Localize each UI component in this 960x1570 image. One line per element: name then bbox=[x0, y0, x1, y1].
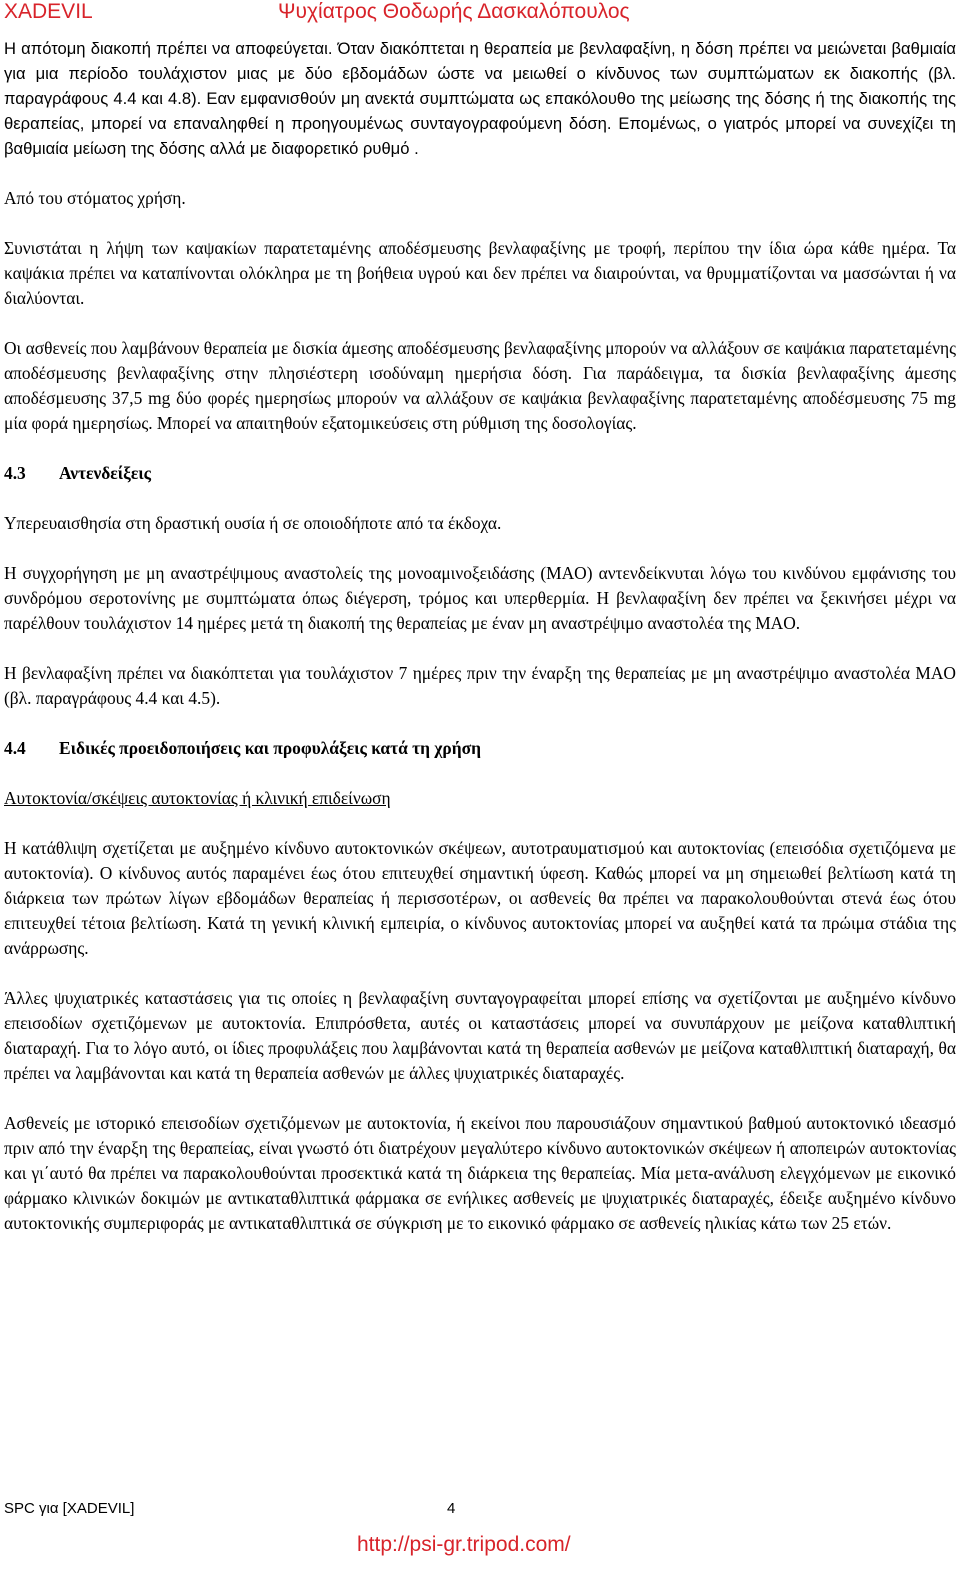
footer-document-label: SPC για [XADEVIL] bbox=[4, 1500, 135, 1517]
paragraph-hypersensitivity: Υπερευαισθησία στη δραστική ουσία ή σε οποιοδήποτε από τα έκδοχα. bbox=[4, 513, 502, 533]
page-header bbox=[0, 0, 960, 30]
paragraph-capsule-intake: Συνιστάται η λήψη των καψακίων παρατεταμένης αποδέσμευσης βενλαφαξίνης με τροφή, περίπου την ίδια ώρα κάθε ημέρα. Τα καψάκια πρέπει να καταπίνονται ολόκληρα με τη βοήθεια υγρού και δεν πρέπει να διαιρούνται, να θρυμματίζονται να μασσώνται ή να διαλύονται. bbox=[4, 238, 956, 308]
section-title: Ειδικές προειδοποιήσεις και προφυλάξεις κατά τη χρήση bbox=[59, 738, 481, 758]
section-heading-4-4 bbox=[4, 736, 956, 761]
document-body bbox=[4, 36, 956, 1261]
paragraph-mao-coadministration: Η συγχορήγηση με μη αναστρέψιμους αναστολείς της μονοαμινοξειδάσης (MAO) αντενδείκνυται λόγω του κινδύνου εμφάνισης του συνδρόμου σεροτονίνης με συμπτώματα όπως διέγερση, τρόμος και υπερθερμία. Η βενλαφαξίνη δεν πρέπει να ξεκινήσει μέχρι να παρέλθουν τουλάχιστον 14 ημέρες μετά τη διακοπή της θεραπείας με έναν μη αναστρέψιμο αναστολέα της MAO. bbox=[4, 563, 956, 633]
subsection-heading-suicide: Αυτοκτονία/σκέψεις αυτοκτονίας ή κλινική επιδείνωση bbox=[4, 788, 391, 808]
section-heading-4-3 bbox=[4, 461, 956, 486]
header-product-name: XADEVIL bbox=[4, 0, 93, 23]
section-number: 4.3 bbox=[4, 463, 26, 483]
footer-url-link[interactable]: http://psi-gr.tripod.com/ bbox=[357, 1533, 571, 1556]
paragraph-discontinuation: Η απότομη διακοπή πρέπει να αποφεύγεται. Όταν διακόπτεται η θεραπεία με βενλαφαξίνη, η δόση πρέπει να μειώνεται βαθμιαία για μια περίοδο τουλάχιστον μιας με δύο εβδομάδων ώστε να μειωθεί ο κίνδυνος των συμπτώματων εκ διακοπής (βλ. παραγράφους 4.4 και 4.8). Εαν εμφανισθούν μη ανεκτά συμπτώματα ως επακόλουθο της μείωσης της δόσης ή της διακοπής της θεραπείας, μπορεί να επαναληφθεί η προηγουμένως συνταγογραφούμενη δόση. Επομένως, ο γιατρός μπορεί να συνεχίζει τη βαθμιαία μείωση της δόσης αλλά με διαφορετικό ρυθμό . bbox=[4, 39, 956, 158]
paragraph-history-risk: Ασθενείς με ιστορικό επεισοδίων σχετιζόμενων με αυτοκτονία, ή εκείνοι που παρουσιάζουν σημαντικού βαθμού αυτοκτονικό ιδεασμό πριν από την έναρξη της θεραπείας, είναι γνωστό ότι διατρέχουν μεγαλύτερο κίνδυνο αυτοκτονικών σκέψεων ή αποπειρών αυτοκτονίας και γι΄αυτό θα πρέπει να παρακολουθούνται προσεκτικά κατά τη διάρκεια της θεραπείας. Μία μετα-ανάλυση ελεγχόμενων με εικονικό φάρμακο κλινικών δοκιμών με αντικαταθλιπτικά φάρμακα σε ενήλικες ασθενείς με ψυχιατρικές διαταραχές, έδειξε αυξημένο κίνδυνο αυτοκτονικής συμπεριφοράς με αντικαταθλιπτικά σε σύγκριση με το εικονικό φάρμακο σε ασθενείς ηλικίας κάτω των 25 ετών. bbox=[4, 1113, 956, 1233]
paragraph-other-conditions: Άλλες ψυχιατρικές καταστάσεις για τις οποίες η βενλαφαξίνη συνταγογραφείται μπορεί επίσης να σχετίζονται με αυξημένο κίνδυνο επεισοδίων σχετιζόμενων με αυτοκτονία. Επιπρόσθετα, αυτές οι καταστάσεις μπορεί να συνυπάρχουν με μείζονα καταθλιπτική διαταραχή. Για το λόγο αυτό, οι ίδιες προφυλάξεις που λαμβάνονται κατά τη θεραπεία ασθενών με μείζονα καταθλιπτική διαταραχή, θα πρέπει να λαμβάνονται και κατά τη θεραπεία ασθενών με άλλες ψυχιατρικές διαταραχές. bbox=[4, 988, 956, 1083]
paragraph-depression-risk: Η κατάθλιψη σχετίζεται με αυξημένο κίνδυνο αυτοκτονικών σκέψεων, αυτοτραυματισμού και αυτοκτονίας (επεισόδια σχετιζόμενα με αυτοκτονία). Ο κίνδυνος αυτός παραμένει έως ότου επιτευχθεί σημαντική ύφεση. Καθώς μπορεί να μη σημειωθεί βελτίωση κατά τη διάρκεια των πρώτων λίγων εβδομάδων θεραπείας ή περισσοτέρων, οι ασθενείς θα πρέπει να παρακολουθούνται στενά έως ότου επιτευχθεί τέτοια βελτίωση. Κατά τη γενική κλινική εμπειρία, ο κίνδυνος αυτοκτονίας μπορεί να αυξηθεί κατά τα πρώιμα στάδια της ανάρρωσης. bbox=[4, 838, 956, 958]
section-title: Αντενδείξεις bbox=[59, 463, 152, 483]
paragraph-switching: Οι ασθενείς που λαμβάνουν θεραπεία με δισκία άμεσης αποδέσμευσης βενλαφαξίνης μπορούν να αλλάξουν σε καψάκια παρατεταμένης αποδέσμευσης βενλαφαξίνης στην πλησιέστερη ισοδύναμη ημερήσια δόση. Για παράδειγμα, τα δισκία βενλαφαξίνης άμεσης αποδέσμευσης 37,5 mg δύο φορές ημερησίως μπορούν να αλλάξουν σε καψάκια βενλαφαξίνης παρατεταμένης αποδέσμευσης 75 mg μία φορά ημερησίως. Μπορεί να απαιτηθούν εξατομικεύσεις στη ρύθμιση της δοσολογίας. bbox=[4, 338, 956, 433]
paragraph-mao-washout: Η βενλαφαξίνη πρέπει να διακόπτεται για τουλάχιστον 7 ημέρες πριν την έναρξη της θεραπείας με μη αναστρέψιμο αναστολέα MAO (βλ. παραγράφους 4.4 και 4.5). bbox=[4, 663, 956, 708]
header-author: Ψυχίατρος Θοδωρής Δασκαλόπουλος bbox=[278, 0, 630, 23]
paragraph-oral-use: Από του στόματος χρήση. bbox=[4, 188, 186, 208]
page-number: 4 bbox=[447, 1500, 456, 1517]
page-footer bbox=[4, 1500, 956, 1524]
section-number: 4.4 bbox=[4, 738, 26, 758]
